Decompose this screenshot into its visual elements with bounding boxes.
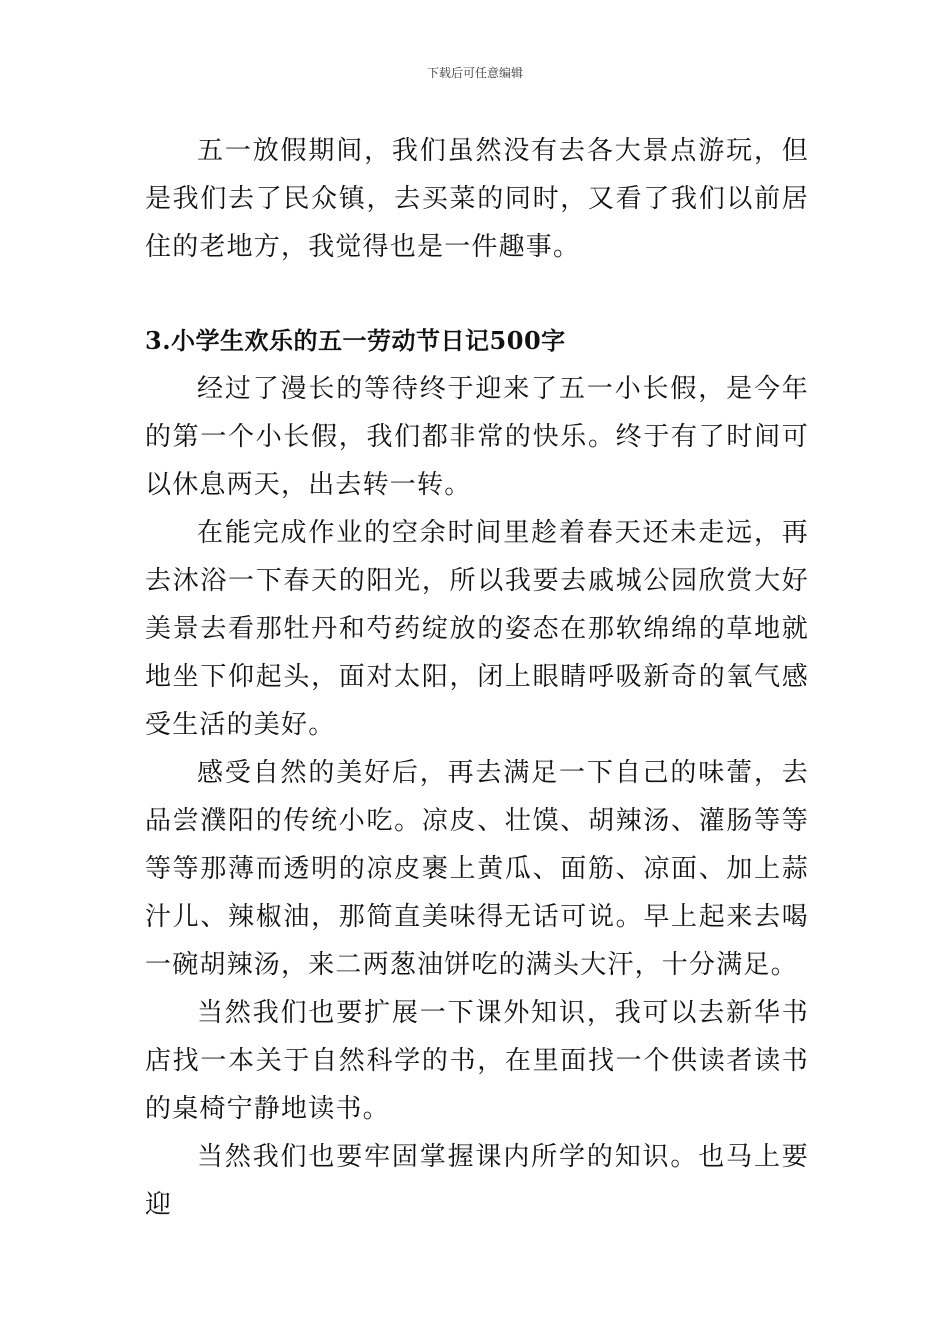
paragraph-1: 经过了漫长的等待终于迎来了五一小长假，是今年的第一个小长假，我们都非常的快乐。终于有了时间可以休息两天，出去转一转。 — [145, 374, 809, 500]
paragraph-2: 在能完成作业的空余时间里趁着春天还未走远，再去沐浴一下春天的阳光，所以我要去戚城公园欣赏大好美景去看那牡丹和芍药绽放的姿态在那软绵绵的草地就地坐下仰起头，面对太阳，闭上眼睛呼吸新奇的氧气感受生活的美好。 — [145, 518, 809, 740]
paragraph-5: 当然我们也要牢固掌握课内所学的知识。也马上要迎 — [145, 1142, 809, 1220]
document-body — [145, 127, 809, 1229]
page-header-note: 下载后可任意编辑 — [426, 66, 523, 80]
intro-paragraph: 五一放假期间，我们虽然没有去各大景点游玩，但是我们去了民众镇，去买菜的同时，又看了我们以前居住的老地方，我觉得也是一件趣事。 — [145, 136, 809, 262]
section-title: 3.小学生欢乐的五一劳动节日记500字 — [145, 326, 566, 355]
paragraph-4: 当然我们也要扩展一下课外知识，我可以去新华书店找一本关于自然科学的书，在里面找一个供读者读书的桌椅宁静地读书。 — [145, 998, 809, 1124]
paragraph-3: 感受自然的美好后，再去满足一下自己的味蕾，去品尝濮阳的传统小吃。凉皮、壮馍、胡辣汤、灌肠等等等等那薄而透明的凉皮裹上黄瓜、面筋、凉面、加上蒜汁儿、辣椒油，那简直美味得无话可说。早上起来去喝一碗胡辣汤，来二两葱油饼吃的满头大汗，十分满足。 — [145, 758, 809, 980]
